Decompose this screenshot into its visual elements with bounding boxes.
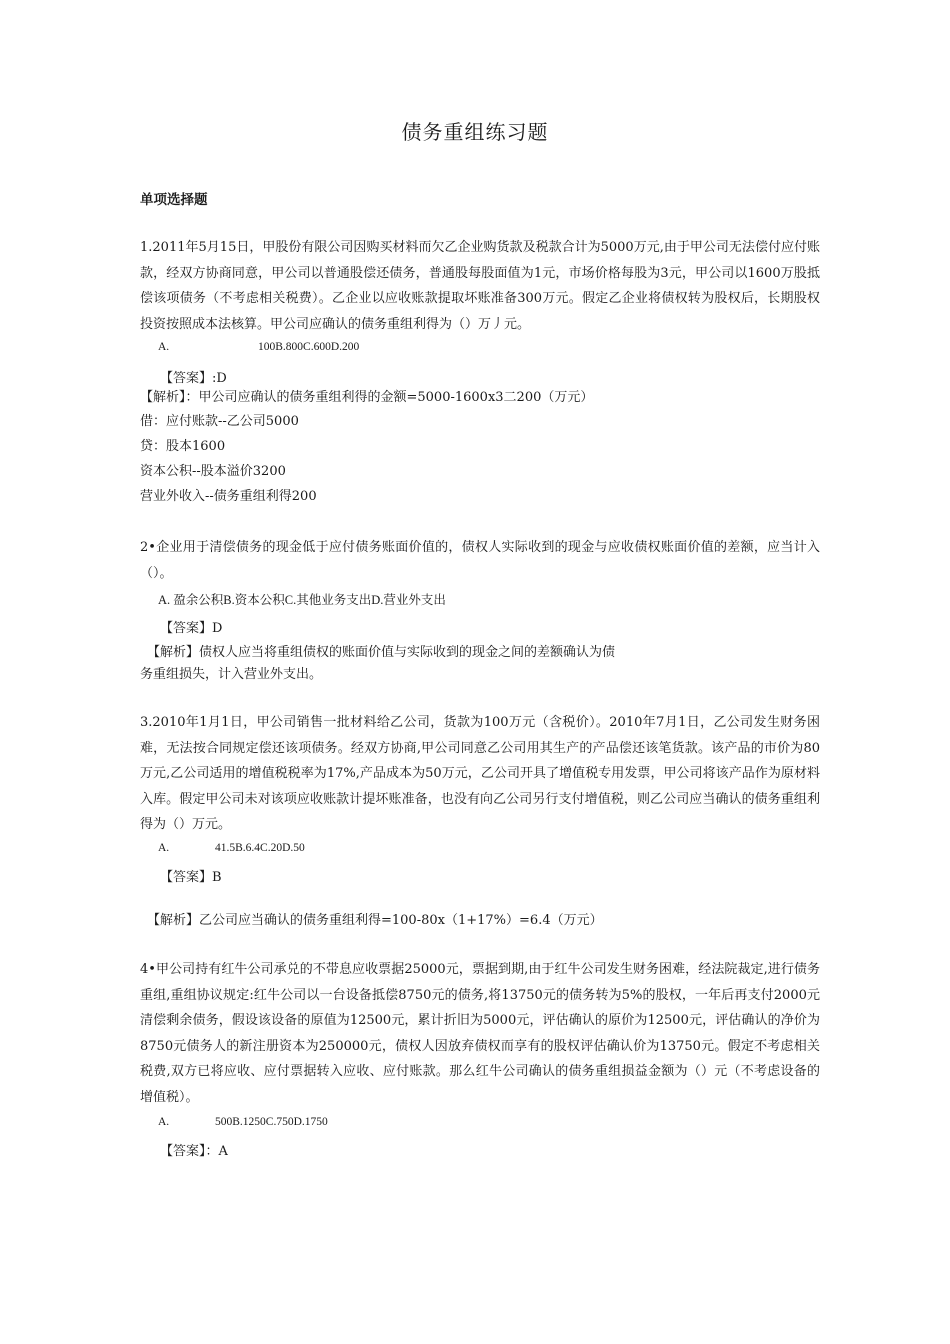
question-3-analysis: 【解析】乙公司应当确认的债务重组利得=100-80x（1+17%）=6.4（万元） bbox=[147, 913, 603, 928]
page-title: 债务重组练习题 bbox=[401, 120, 549, 144]
question-2-options: A. 盈余公积B.资本公积C.其他业务支出D.营业外支出 bbox=[158, 593, 446, 607]
question-1-text: 1.2011年5月15日，甲股份有限公司因购买材料而欠乙企业购货款及税款合计为5000万元,由于甲公司无法偿付应付账款，经双方协商同意，甲公司以普通股偿还债务，普通股每股面值为1元，市场价格每股为3元，甲公司以1600万股抵偿该项债务（不考虑相关税费）。乙企业以应收账款提取坏账准备300万元。假定乙企业将债权转为股权后，长期股权投资按照成本法核算。甲公司应确认的债务重组利得为（）万丿元。 bbox=[140, 240, 820, 332]
question-4-text: 4•甲公司持有红牛公司承兑的不带息应收票据25000元，票据到期,由于红牛公司发生财务困难，经法院裁定,进行债务重组,重组协议规定:红牛公司以一台设备抵偿8750元的债务,将13750元的债务转为5%的股权，一年后再支付2000元清偿剩余债务，假设该设备的原值为12500元，累计折旧为5000元，评估确认的原价为12500元，评估确认的净价为8750元债务人的新注册资本为250000元，债权人因放弃债权而享有的股权评估确认价为13750元。假定不考虑相关税费,双方已将应收、应付票据转入应收、应付账款。那么红牛公司确认的债务重组损益金额为（）元（不考虑设备的增值税）。 bbox=[140, 962, 820, 1105]
question-3-answer: 【答案】B bbox=[160, 870, 222, 885]
question-1-entry-3: 资本公积--股本溢价3200 bbox=[140, 464, 286, 479]
question-2-analysis-line-1: 【解析】债权人应当将重组债权的账面价值与实际收到的现金之间的差额确认为债 bbox=[147, 645, 616, 660]
question-1-options: 100B.800C.600D.200 bbox=[258, 341, 360, 353]
question-1-option-a: A. bbox=[158, 341, 170, 353]
question-4-option-a: A. bbox=[158, 1116, 170, 1128]
question-3-text: 3.2010年1月1日，甲公司销售一批材料给乙公司，货款为100万元（含税价）。2010年7月1日，乙公司发生财务困难，无法按合同规定偿还该项债务。经双方协商,甲公司同意乙公司用其生产的产品偿还该笔货款。该产品的市价为80万元,乙公司适用的增值税税率为17%,产品成本为50万元，乙公司开具了增值税专用发票，甲公司将该产品作为原材料入库。假定甲公司未对该项应收账款计提坏账准备，也没有向乙公司另行支付增值税，则乙公司应当确认的债务重组利得为（）万元。 bbox=[140, 715, 820, 832]
question-4-answer: 【答案】：A bbox=[160, 1144, 228, 1159]
question-1-answer: 【答案】:D bbox=[160, 371, 227, 386]
question-1-entry-1: 借：应付账款--乙公司5000 bbox=[140, 414, 299, 429]
question-2-text: 2•企业用于清偿债务的现金低于应付债务账面价值的，债权人实际收到的现金与应收债权账面价值的差额，应当计入（）。 bbox=[140, 540, 820, 581]
question-1-entry-2: 贷：股本1600 bbox=[140, 439, 226, 454]
question-3-option-a: A. bbox=[158, 842, 170, 854]
question-2-analysis-line-2: 务重组损失，计入营业外支出。 bbox=[140, 667, 323, 682]
question-1-entry-4: 营业外收入--债务重组利得200 bbox=[140, 489, 317, 504]
question-4-options: 500B.1250C.750D.1750 bbox=[215, 1116, 328, 1128]
question-2-answer: 【答案】D bbox=[160, 621, 223, 636]
question-1-analysis: 【解析】：甲公司应确认的债务重组利得的金额=5000-1600x3二200（万元） bbox=[140, 390, 594, 405]
section-heading: 单项选择题 bbox=[140, 192, 208, 208]
question-3-options: 41.5B.6.4C.20D.50 bbox=[215, 842, 305, 854]
